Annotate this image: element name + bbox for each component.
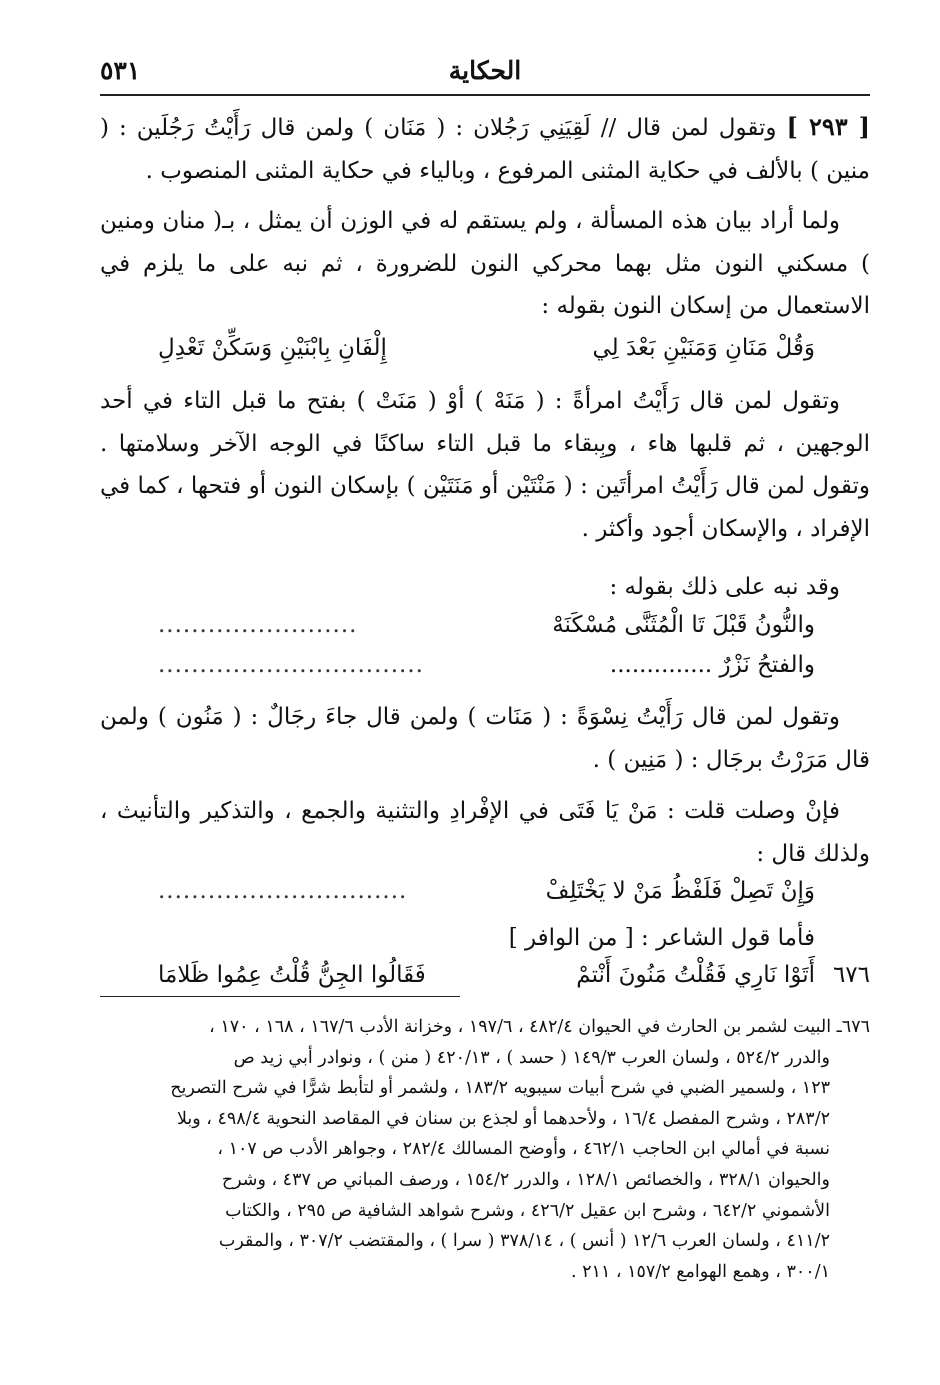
verse-4 [100, 878, 870, 920]
paragraph-2-text: ولما أراد بيان هذه المسألة ، ولم يستقم له في الوزن أن يمثل ، بـ( منان ومنين ) مسكني النون مثل بهما محركي النون للضرورة ، ثم نبه على ما يلزم في الاستعمال من إسكان النون بقوله : [100, 208, 870, 319]
footnote-line: ١٢٣ ، ولسمير الضبي في شرح أبيات سيبويه ١٨٣/٢ ، ولشمر أو لتأبط شرًّا في شرح التصريح [170, 1078, 830, 1099]
paragraph-7-text: فأما قول الشاعر : [ من الوافر ] [508, 925, 815, 951]
verse-1 [100, 335, 870, 377]
footnote-line: نسبة في أمالي ابن الحاجب ٤٦٢/١ ، وأوضح المسالك ٢٨٢/٤ ، وجواهر الأدب ص ١٠٧ ، [217, 1139, 830, 1160]
footnotes [100, 1012, 870, 1287]
paragraph-6 [100, 790, 870, 875]
footnote-line: والدرر ٥٢٤/٢ ، ولسان العرب ١٤٩/٣ ( حسد ) ، ٤٢٠/١٣ ( منن ) ، ونوادر أبي زيد ص [233, 1047, 830, 1068]
footnote-line: ٣٠٠/١ ، وهمع الهوامع ١٥٧/٢ ، ٢١١ . [571, 1261, 830, 1282]
verse-3 [100, 652, 870, 694]
verse-2-second-hemistich: ........................ [158, 612, 358, 638]
page-number: ٥٣١ [100, 56, 141, 85]
paragraph-1-text: وتقول لمن قال // لَقِيَنِي رَجُلان : ( مَنَان ) ولمن قال رَأَيْتُ رَجُلَين : ( منين ) بالألف في حكاية المثنى المرفوع ، وبالياء في حكاية المثنى المنصوب . [100, 115, 870, 184]
verse-3-second-hemistich: ................................ [158, 652, 424, 678]
header-rule [100, 94, 870, 96]
paragraph-number: [ ٢٩٣ ] [786, 112, 871, 141]
paragraph-6-text: فإنْ وصلت قلت : مَنْ يَا فَتَى في الإفْرادِ والتثنية والجمع ، والتذكير والتأنيث ، ولذلك قال : [100, 798, 870, 867]
paragraph-5-text: وتقول لمن قال رَأَيْتُ نِسْوَةً : ( مَنَات ) ولمن قال جاءَ رجَالٌ : ( مَنُون ) ولمن قال مَرَرْتُ برجَال : ( مَنِين ) . [100, 704, 870, 773]
paragraph-4-text: وقد نبه على ذلك بقوله : [609, 574, 840, 600]
paragraph-5 [100, 696, 870, 781]
verse-5 [100, 962, 870, 1004]
paragraph-3 [100, 380, 870, 550]
verse-4-second-hemistich: .............................. [158, 878, 408, 904]
running-title: الحكاية [448, 56, 522, 85]
verse-2-first-hemistich: والنُّونُ قَبْلَ تَا الْمُثَنَّى مُسْكَنَهْ [552, 612, 815, 638]
paragraph-7 [100, 925, 870, 967]
verse-3-first-hemistich: والفتحُ نَزْرٌ .............. [609, 652, 815, 678]
verse-5-second-hemistich: فَقَالُوا الجِنُّ قُلْتُ عِمُوا ظَلامَا [158, 962, 426, 988]
footnote-line: ٤١١/٢ ، ولسان العرب ١٢/٦ ( أنس ) ، ٣٧٨/١٤ ( سرا ) ، والمقتضب ٣٠٧/٢ ، والمقرب [218, 1231, 830, 1252]
paragraph-2 [100, 200, 870, 328]
footnote-line: ٦٧٦ـ البيت لشمر بن الحارث في الحيوان ٤٨٢/٤ ، ١٩٧/٦ ، وخزانة الأدب ١٦٧/٦ ، ١٦٨ ، ١٧٠ ، [209, 1017, 870, 1037]
paragraph-1 [100, 106, 870, 192]
verse-2 [100, 612, 870, 654]
paragraph-4 [100, 566, 870, 609]
footnote-line: والحيوان ٣٢٨/١ ، والخصائص ١٢٨/١ ، والدرر ١٥٤/٢ ، ورصف المباني ص ٤٣٧ ، وشرح [221, 1169, 830, 1190]
footnote-separator [100, 996, 460, 997]
verse-4-first-hemistich: وَإِنْ تَصِلْ فَلَفْظُ مَنْ لا يَخْتَلِفْ [545, 878, 815, 904]
verse-1-first-hemistich: وَقُلْ مَنَانِ وَمَنَيْنِ بَعْدَ لِي [592, 335, 815, 361]
verse-5-first-hemistich: أَتَوْا نَارِي فَقُلْتُ مَنُونَ أَنْتمْ [576, 962, 815, 988]
page-header [100, 50, 870, 96]
verse-1-second-hemistich: إِلْفَانِ بِابْنَيْنِ وَسَكِّنْ تَعْدِلِ [158, 335, 387, 361]
footnote-line: ٢٨٣/٢ ، وشرح المفصل ١٦/٤ ، ولأحدهما أو لجذع بن سنان في المقاصد النحوية ٤٩٨/٤ ، وبلا [176, 1108, 830, 1129]
paragraph-3-text: وتقول لمن قال رَأَيْتُ امرأةً : ( مَنَهْ ) أوْ ( مَنَتْ ) بفتح ما قبل التاء في أحد الوجهين ، ثم قلبها هاء ، وبِبقاء ما قبل التاء ساكنًا في الوجه الآخر وسلامتها . وتقول لمن قال رَأَيْتُ امرأتَين : ( مَنْتَيْن أو مَنَتَيْن ) بإسكان النون أو فتحها ، كما في الإفراد ، والإسكان أجود وأكثر . [100, 388, 870, 542]
verse-number: ٦٧٦ [832, 962, 870, 988]
footnote-line: الأشموني ٦٤٢/٢ ، وشرح ابن عقيل ٤٢٦/٢ ، وشرح شواهد الشافية ص ٢٩٥ ، والكتاب [225, 1200, 830, 1221]
